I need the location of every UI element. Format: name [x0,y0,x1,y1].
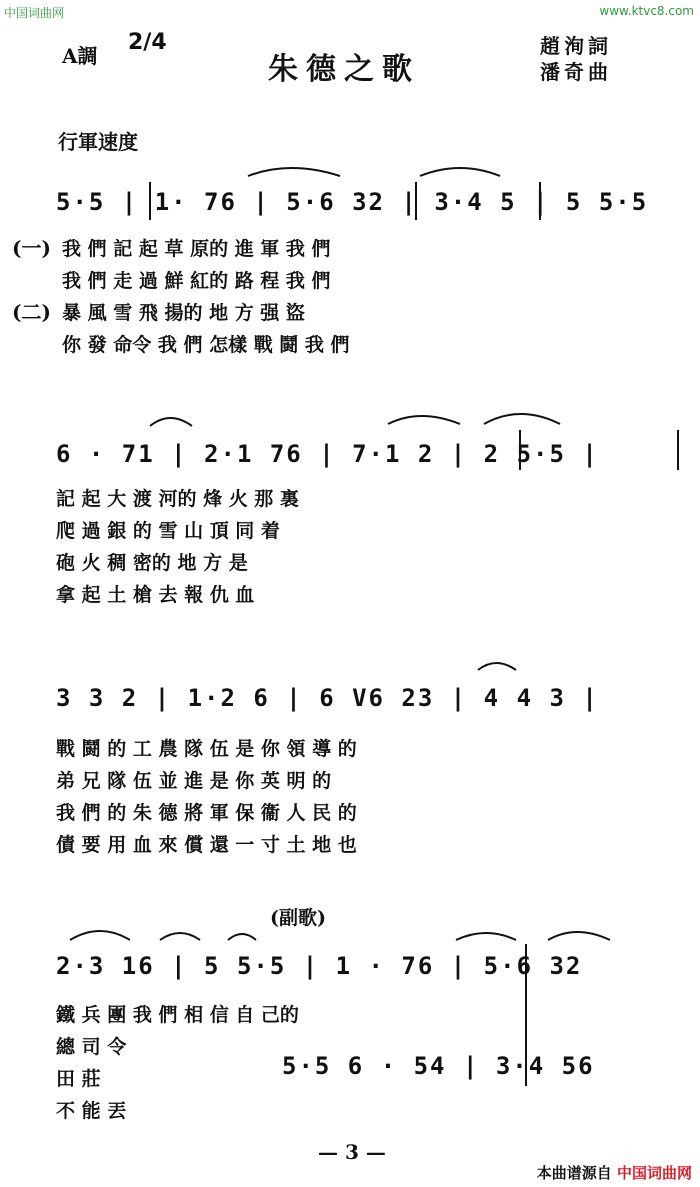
lyric-line: 你 發 命令 我 們 怎樣 戰 鬪 我 們 [62,334,350,356]
slur-mark [484,414,560,424]
slur-mark [388,416,460,424]
lyric-line: 弟 兄 隊 伍 並 進 是 你 英 明 的 [56,770,332,792]
lyric-line: 暴 風 雪 飛 揚的 地 方 强 盜 [62,302,305,324]
notation-line-4-alt: 5·5 6 · 54 | 3·4 56 [282,1052,595,1080]
slur-mark [456,933,516,940]
chorus-label: (副歌) [270,907,326,929]
notation-line-1: 5·5 | 1· 76 | 5·6 32 | 3·4 5 | 5 5·5 [56,188,649,216]
slur-mark [420,168,500,176]
page-number: — 3 — [318,1140,386,1164]
verse-marker-2: (二) [12,300,51,324]
key-signature: A調 [62,44,98,68]
footer-credit [537,1162,692,1183]
slur-mark [478,663,516,670]
song-title: 朱德之歌 [268,52,420,87]
lyric-line: 鐵 兵 團 我 們 相 信 自 己的 [56,1004,299,1026]
lyric-line: 不 能 丟 [56,1100,127,1122]
verse-marker-1: (一) [12,236,51,260]
composer-credit: 潘奇曲 [540,60,612,84]
slur-mark [228,934,256,940]
lyricist-credit: 趙洵詞 [540,34,612,58]
lyric-line: 砲 火 稠 密的 地 方 是 [56,552,248,574]
lyric-line: 債 要 用 血 來 償 還 一 寸 土 地 也 [56,834,357,856]
site-watermark-left: 中国词曲网 [4,6,65,20]
notation-line-3: 3 3 2 | 1·2 6 | 6 V6 23 | 4 4 3 | [56,684,599,712]
footer-brand: 中国词曲网 [616,1164,692,1182]
slur-mark [160,933,200,940]
tempo-marking: 行軍速度 [58,130,138,154]
lyric-line: 我 們 記 起 草 原的 進 軍 我 們 [62,238,331,260]
site-watermark-right: www.ktvc8.com [599,4,694,18]
slur-mark [248,168,340,176]
lyric-line: 我 們 走 過 鮮 紅的 路 程 我 們 [62,270,331,292]
slur-mark [150,418,192,426]
notation-line-2: 6 · 71 | 2·1 76 | 7·1 2 | 2 5·5 | [56,440,599,468]
slur-mark [548,932,610,940]
lyric-line: 戰 鬪 的 工 農 隊 伍 是 你 領 導 的 [56,738,357,760]
lyric-line: 總 司 令 [56,1036,127,1058]
lyric-line: 拿 起 土 槍 去 報 仇 血 [56,584,255,606]
lyric-line: 爬 過 銀 的 雪 山 頂 同 着 [56,520,280,542]
slur-mark [70,931,130,940]
lyric-line: 記 起 大 渡 河的 烽 火 那 裏 [56,488,299,510]
lyric-line: 我 們 的 朱 德 將 軍 保 衞 人 民 的 [56,802,357,824]
footer-source: 本曲谱源自 [536,1164,612,1182]
time-signature: 2/4 [128,30,167,55]
notation-line-4: 2·3 16 | 5 5·5 | 1 · 76 | 5·6 32 [56,952,583,980]
lyric-line: 田 莊 [56,1068,101,1090]
